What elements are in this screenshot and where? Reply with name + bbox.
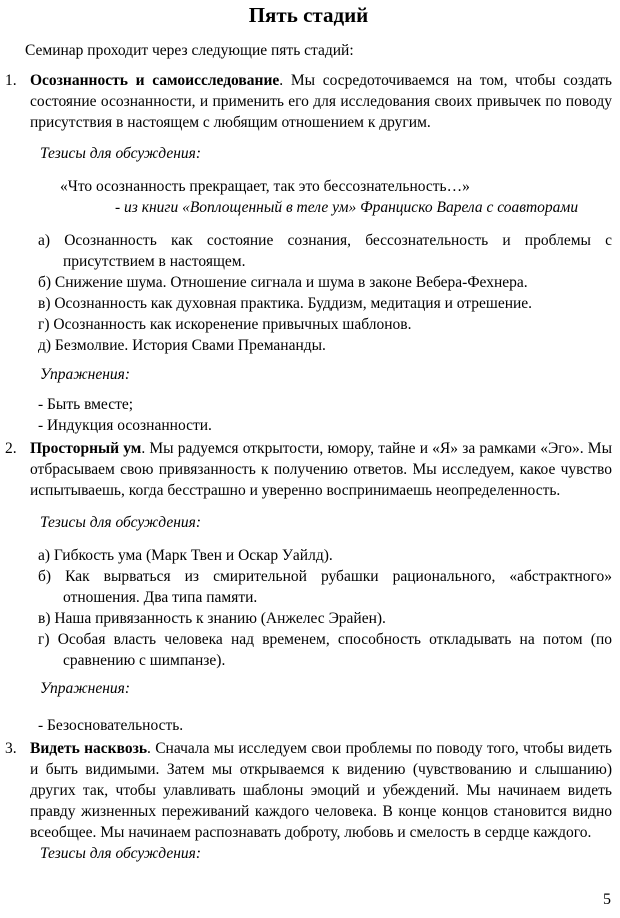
section-2-paragraph [30,438,612,501]
section-1-heading: Осознанность и самоисследование [30,72,280,89]
section-1-number: 1. [5,72,17,89]
theses-label-3: Тезисы для обсуждения: [40,845,202,862]
exercises-label-2: Упражнения: [40,680,131,697]
exercises-list-1 [5,394,612,436]
thesis-item: д) Безмолвие. История Свами Премананды. [38,337,326,354]
section-1 [5,70,612,133]
quote-block [5,176,612,218]
theses-list-1 [5,230,612,356]
thesis-item: в) Осознанность как духовная практика. Буддизм, медитация и отрешение. [38,295,533,312]
section-2-body-text: . Мы радуемся открытости, юмору, тайне и «Я» за рамками «Эго». Мы отбрасываем свою привязанность к получению ответов. Мы исследуем, какое чувство испытываешь, когда бесстрашно и уверенно воспринимаешь неопределенность. [30,440,612,499]
page-number: 5 [603,891,611,908]
thesis-item: г) Особая власть человека над временем, способность откладывать на потом (по сравнению с шимпанзе). [38,631,612,669]
theses-label-2: Тезисы для обсуждения: [40,514,202,531]
section-3 [5,738,612,843]
thesis-item: г) Осознанность как искоренение привычных шаблонов. [38,316,412,333]
thesis-item: в) Наша привязанность к знанию (Анжелес Эрайен). [38,610,386,627]
theses-label-1: Тезисы для обсуждения: [40,145,202,162]
section-3-number: 3. [5,740,17,757]
exercise-item: - Безосновательность. [38,717,184,734]
thesis-item: а) Осознанность как состояние сознания, бессознательность и проблемы с присутствием в настоящем. [38,232,612,270]
section-1-paragraph [30,70,612,133]
thesis-item: б) Как вырваться из смирительной рубашки рационального, «абстрактного» отношения. Два типа памяти. [38,568,612,606]
exercise-item: - Быть вместе; [38,396,134,413]
page-title: Пять стадий [248,3,369,27]
section-2-number: 2. [5,440,17,457]
exercises-label-1: Упражнения: [40,366,131,383]
section-1-body-text: . Мы сосредоточиваемся на том, чтобы создать состояние осознанности, и применить его для исследования своих привычек по поводу присутствия в настоящем с любящим отношением к другим. [30,72,612,131]
section-2-heading: Просторный ум [30,440,142,457]
thesis-item: б) Снижение шума. Отношение сигнала и шума в законе Вебера-Фехнера. [38,274,528,291]
section-2 [5,438,612,501]
section-3-body-text: . Сначала мы исследуем свои проблемы по поводу того, чтобы видеть и быть видимыми. Затем мы открываемся к видению (чувствованию и слышанию) других так, чтобы улавливать шаблоны эмоций и убеждений. Мы начинаем видеть правду жизненных переживаний каждого человека. В конце концов становится видно всеобщее. Мы начинаем распознавать доброту, любовь и смелость в сердце каждого. [30,740,612,841]
thesis-item: а) Гибкость ума (Марк Твен и Оскар Уайлд). [38,547,333,564]
quote-attribution: - из книги «Воплощенный в теле ум» Франциско Варела с соавторами [115,199,579,216]
quote-line: «Что осознанность прекращает, так это бессознательность…» [60,178,470,195]
section-3-heading: Видеть насквозь [30,740,148,757]
intro-paragraph: Семинар проходит через следующие пять стадий: [25,42,354,59]
theses-list-2 [5,545,612,671]
exercises-list-2 [5,715,612,736]
section-3-paragraph [30,738,612,843]
exercise-item: - Индукция осознанности. [38,417,212,434]
